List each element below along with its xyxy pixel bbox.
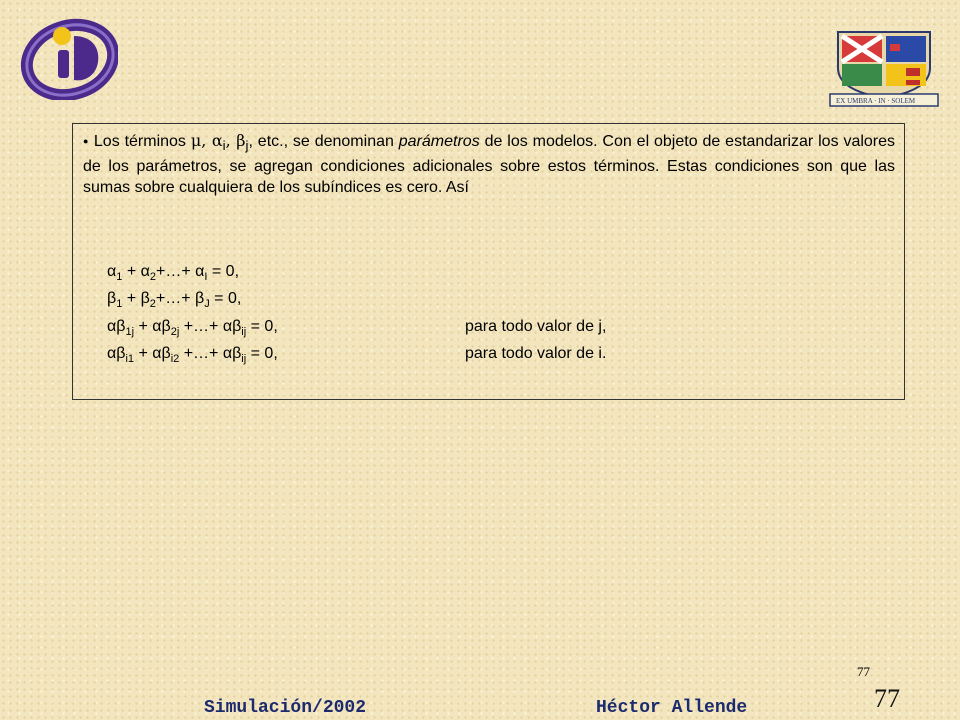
university-logo-icon (18, 14, 118, 100)
subscript-j: j (245, 138, 249, 154)
condition-all-j: para todo valor de j, (465, 318, 607, 335)
equation-interaction-sum-i: $\alpha\beta_{1j} + \alpha\beta_{2j}$ +…+ $\alpha\beta_{ij} = 0$, (107, 318, 278, 339)
paragraph-intro: Los términos (93, 133, 191, 150)
bullet-icon: ● (83, 136, 89, 146)
parameter-symbols: μ, α (190, 131, 223, 150)
coat-of-arms-icon (828, 28, 940, 110)
description-paragraph (83, 130, 895, 198)
equation-interaction-sum-j: $\alpha\beta_{i1} + \alpha\beta_{i2}$ +…+ $\alpha\beta_{ij} = 0$, (107, 345, 278, 366)
paragraph-text-2: de los modelos. Con el objeto de estandarizar los valores de los parámetros, se agregan condiciones adicionales sobre estos términos. Estas condiciones son que las sumas sobre cualquiera de los subíndices es cero. Así (83, 133, 896, 197)
footer-course: Simulación/2002 (204, 698, 367, 718)
equation-alpha-sum: $\alpha_1$ + $\alpha_2+\dots+ \alpha_I = 0$, (107, 263, 240, 284)
svg-text:EX UMBRA · IN · SOLEM: EX UMBRA · IN · SOLEM (836, 97, 916, 105)
equation-beta-sum: $\beta_1$ + $\beta_2+\dots+ \beta_J = 0$, (107, 290, 242, 311)
page-number-large: 77 (874, 684, 900, 713)
beta-symbol: , β (225, 131, 246, 150)
subscript-i: i (222, 138, 226, 154)
content-box (72, 123, 905, 400)
footer-author: Héctor Allende (596, 698, 748, 718)
paragraph-italic-word: parámetros (398, 133, 480, 150)
condition-all-i: para todo valor de i. (465, 345, 607, 362)
paragraph-text-1: , etc., se denominan (248, 133, 399, 150)
page-number-small: 77 (857, 664, 870, 679)
